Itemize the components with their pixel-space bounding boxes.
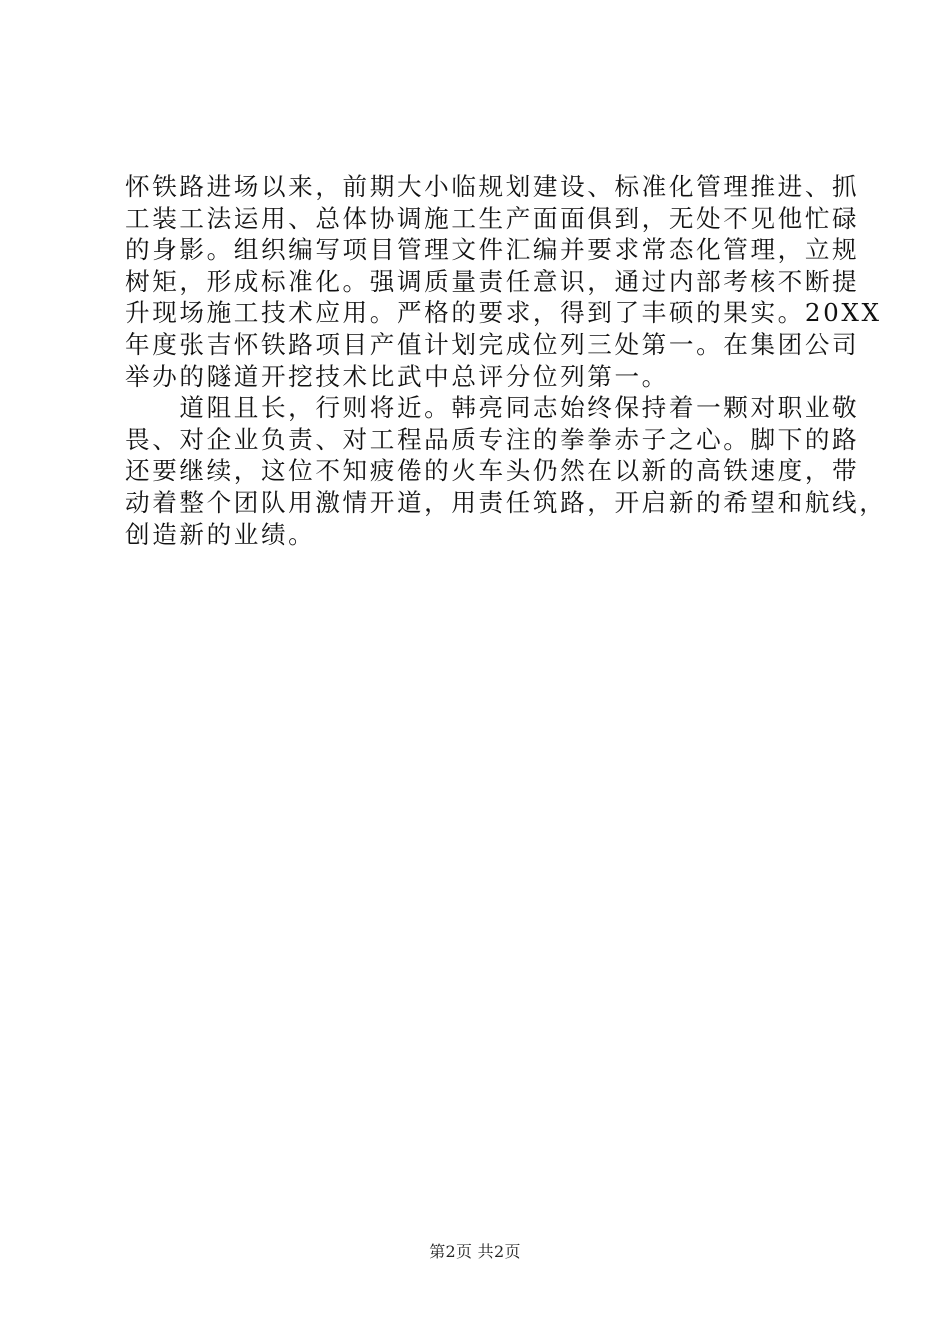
text-line: 举办的隧道开挖技术比武中总评分位列第一。 bbox=[125, 361, 669, 391]
text-line: 升现场施工技术应用。严格的要求，得到了丰硕的果实。20XX bbox=[125, 298, 882, 328]
text-line: 工装工法运用、总体协调施工生产面面俱到，无处不见他忙碌 bbox=[125, 203, 860, 233]
text-line: 的身影。组织编写项目管理文件汇编并要求常态化管理，立规 bbox=[125, 235, 860, 265]
text-line: 畏、对企业负责、对工程品质专注的拳拳赤子之心。脚下的路 bbox=[125, 424, 860, 454]
text-line: 道阻且长，行则将近。韩亮同志始终保持着一颗对职业敬 bbox=[125, 393, 860, 423]
text-line: 还要继续，这位不知疲倦的火车头仍然在以新的高铁速度，带 bbox=[125, 456, 860, 486]
text-line: 创造新的业绩。 bbox=[125, 519, 316, 549]
text-line: 树矩，形成标准化。强调质量责任意识，通过内部考核不断提 bbox=[125, 266, 860, 296]
text-line: 怀铁路进场以来，前期大小临规划建设、标准化管理推进、抓 bbox=[125, 172, 860, 201]
body-text bbox=[125, 171, 887, 550]
text-line: 年度张吉怀铁路项目产值计划完成位列三处第一。在集团公司 bbox=[125, 329, 860, 359]
text-line: 动着整个团队用激情开道，用责任筑路，开启新的希望和航线， bbox=[125, 487, 887, 517]
page-footer: 第2页 共2页 bbox=[429, 1242, 521, 1261]
